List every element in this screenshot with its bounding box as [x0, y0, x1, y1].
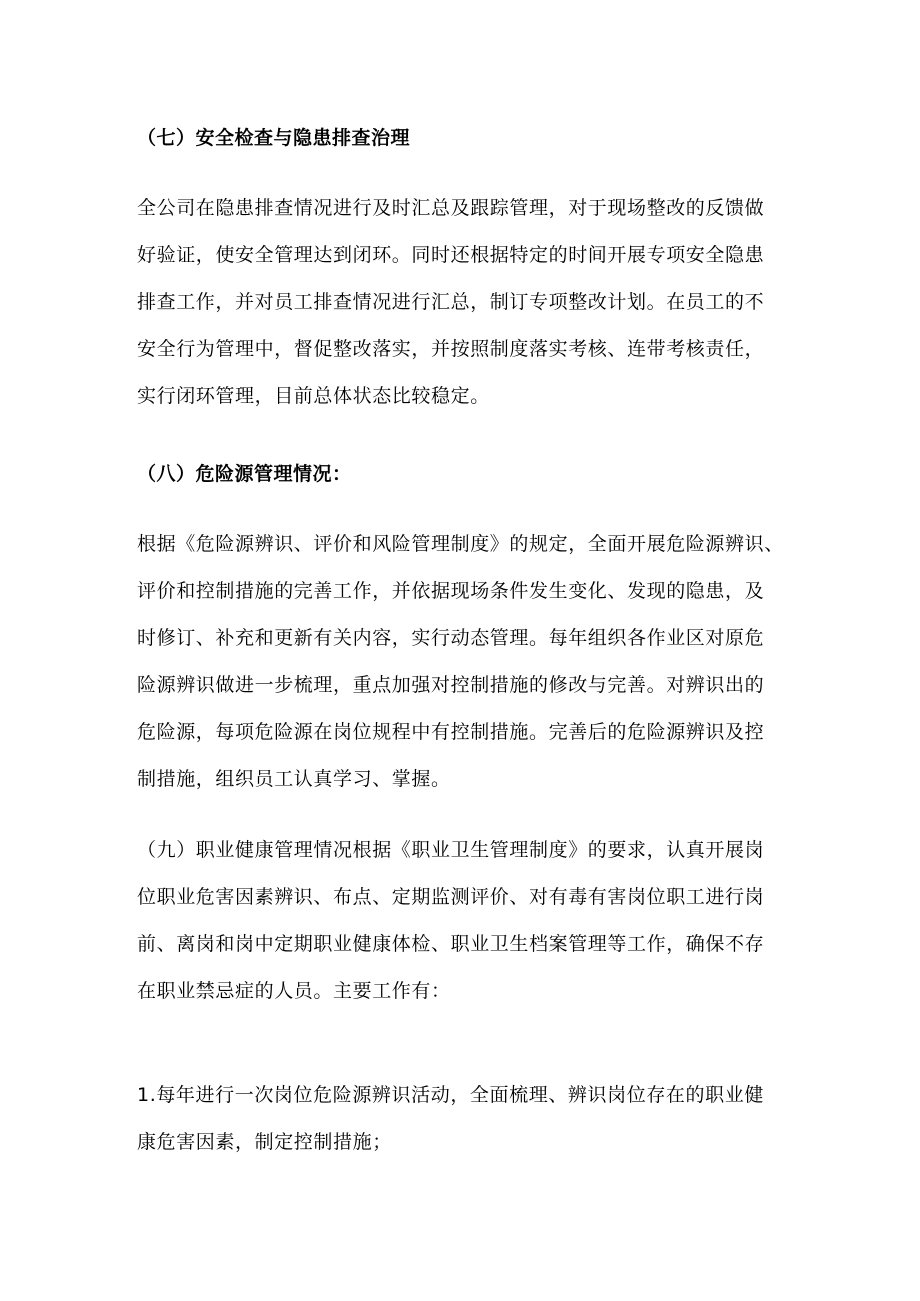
paragraph-line: 在职业禁忌症的人员。主要工作有： [137, 980, 451, 1002]
paragraph-line: 全公司在隐患排查情况进行及时汇总及跟踪管理，对于现场整改的反馈做 [137, 197, 765, 219]
paragraph-line: 制措施，组织员工认真学习、掌握。 [137, 768, 451, 790]
paragraph-line: 评价和控制措施的完善工作，并依据现场条件发生变化、发现的隐患，及 [137, 580, 765, 602]
paragraph-line: 实行闭环管理，目前总体状态比较稳定。 [137, 385, 490, 407]
paragraph-line: 好验证，使安全管理达到闭环。同时还根据特定的时间开展专项安全隐患 [137, 244, 765, 266]
paragraph-line: 险源辨识做进一步梳理，重点加强对控制措施的修改与完善。对辨识出的 [137, 674, 765, 696]
paragraph-line: 前、离岗和岗中定期职业健康体检、职业卫生档案管理等工作，确保不存 [137, 933, 765, 955]
paragraph-line: 危险源，每项危险源在岗位规程中有控制措施。完善后的危险源辨识及控 [137, 721, 765, 743]
paragraph-line: 时修订、补充和更新有关内容，实行动态管理。每年组织各作业区对原危 [137, 627, 765, 649]
paragraph-line: 安全行为管理中，督促整改落实，并按照制度落实考核、连带考核责任， [137, 338, 765, 360]
section-heading-8: （八）危险源管理情况： [137, 463, 352, 485]
list-item-line: 1.每年进行一次岗位危险源辨识活动，全面梳理、辨识岗位存在的职业健 [137, 1084, 764, 1106]
paragraph-line: 排查工作，并对员工排查情况进行汇总，制订专项整改计划。在员工的不 [137, 291, 765, 313]
list-item-line: 康危害因素，制定控制措施； [137, 1131, 392, 1153]
paragraph-line: 位职业危害因素辨识、布点、定期监测评价、对有毒有害岗位职工进行岗 [137, 886, 765, 908]
paragraph-line: （九）职业健康管理情况根据《职业卫生管理制度》的要求，认真开展岗 [137, 839, 765, 861]
section-heading-7: （七）安全检查与隐患排查治理 [137, 127, 411, 149]
paragraph-line: 根据《危险源辨识、评价和风险管理制度》的规定，全面开展危险源辨识、 [137, 533, 784, 555]
